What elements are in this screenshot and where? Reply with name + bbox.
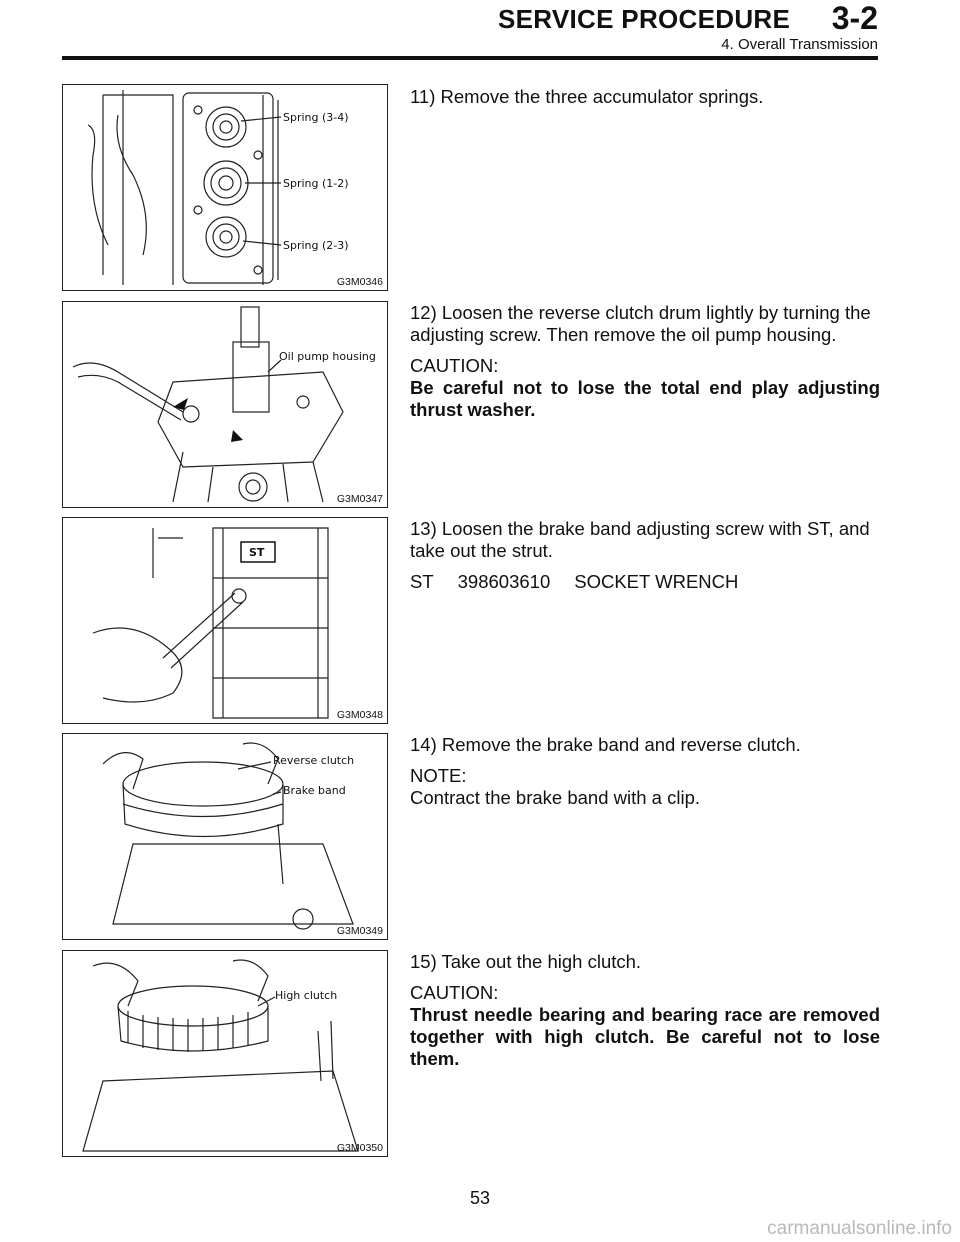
accumulator-springs-illustration — [63, 85, 388, 291]
step-12 — [410, 302, 880, 421]
figure-id: G3M0347 — [336, 493, 383, 505]
figure-label: Reverse clutch — [273, 754, 355, 767]
figure-g3m0349 — [62, 733, 388, 940]
figure-g3m0346 — [62, 84, 388, 291]
page-number: 53 — [469, 1188, 491, 1208]
figure-g3m0347 — [62, 301, 388, 508]
figure-id: G3M0348 — [336, 709, 383, 721]
step-text: 14) Remove the brake band and reverse clutch. — [410, 734, 801, 755]
tool-part-number: 398603610 — [457, 571, 551, 592]
figure-label: Spring (1-2) — [283, 177, 349, 190]
step-text: 13) Loosen the brake band adjusting screw with ST, and take out the strut. — [410, 518, 870, 561]
step-15 — [410, 951, 880, 1070]
step-text: 15) Take out the high clutch. — [410, 951, 642, 972]
tool-name: SOCKET WRENCH — [574, 571, 739, 592]
step-13 — [410, 518, 880, 602]
step-11 — [410, 86, 880, 117]
note-text: Contract the brake band with a clip. — [410, 787, 700, 808]
figure-label: Spring (2-3) — [283, 239, 349, 252]
figure-label: Brake band — [283, 784, 346, 797]
brake-band-screw-illustration — [63, 518, 388, 724]
caution-text: Be careful not to lose the total end play adjusting thrust washer. — [410, 377, 880, 420]
figure-label: Spring (3-4) — [283, 111, 349, 124]
figure-label: High clutch — [275, 989, 338, 1002]
figure-id: G3M0349 — [336, 925, 383, 937]
high-clutch-illustration — [63, 951, 388, 1157]
figure-label: ST — [249, 546, 265, 559]
figure-g3m0350 — [62, 950, 388, 1157]
oil-pump-housing-illustration — [63, 302, 388, 508]
step-text: 11) Remove the three accumulator springs. — [410, 86, 764, 107]
section-title: SERVICE PROCEDURE — [498, 4, 791, 34]
caution-label: CAUTION: — [410, 355, 499, 376]
figure-label: Oil pump housing — [279, 350, 376, 363]
reverse-clutch-illustration — [63, 734, 388, 940]
header-rule — [62, 56, 878, 60]
caution-text: Thrust needle bearing and bearing race are removed together with high clutch. Be careful not to lose them. — [410, 1004, 880, 1069]
subsection-title: 4. Overall Transmission — [721, 36, 878, 53]
special-tool — [410, 571, 880, 593]
note-label: NOTE: — [410, 765, 467, 786]
watermark: carmanualsonline.info — [767, 1218, 952, 1239]
tool-prefix: ST — [410, 571, 434, 592]
section-number: 3-2 — [831, 0, 878, 36]
figure-g3m0348 — [62, 517, 388, 724]
figure-id: G3M0350 — [336, 1142, 383, 1154]
caution-label: CAUTION: — [410, 982, 499, 1003]
step-14 — [410, 734, 880, 818]
figure-id: G3M0346 — [336, 276, 383, 288]
step-text: 12) Loosen the reverse clutch drum lightly by turning the adjusting screw. Then remove the oil pump housing. — [410, 302, 871, 345]
